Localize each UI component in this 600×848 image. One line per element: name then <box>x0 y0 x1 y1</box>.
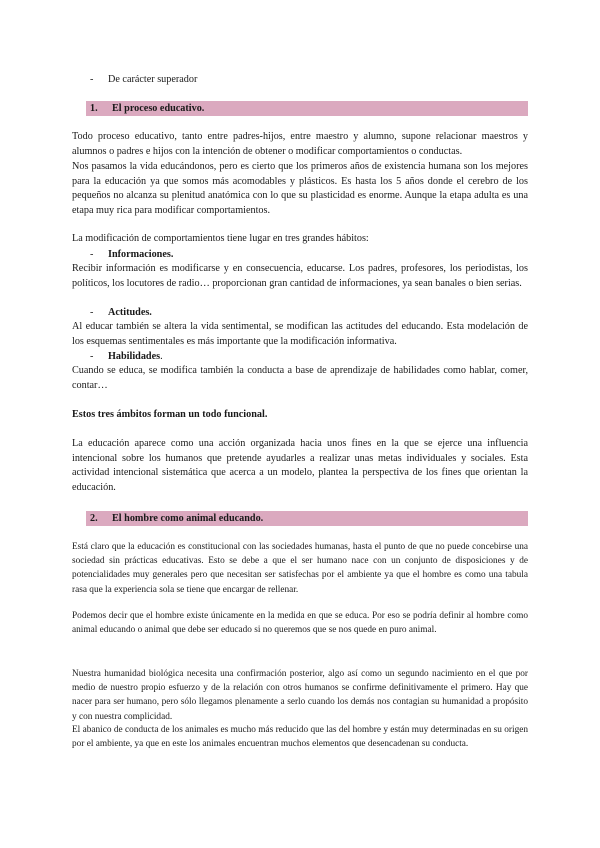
section-number: 1. <box>90 103 98 114</box>
bullet-label: Actitudes. <box>108 307 152 318</box>
bullet-text: De carácter superador <box>108 74 198 85</box>
bullet-dash: - <box>90 307 94 318</box>
bullet-label: Habilidades <box>108 351 161 362</box>
paragraph: Podemos decir que el hombre existe únicamente en la medida en que se educa. Por eso se podría definir al hombre como animal educando o animal que debe ser educado si no queremos que se nos quede en puro animal. <box>72 611 528 636</box>
paragraph: Al educar también se altera la vida sentimental, se modifican las actitudes del educando. Esta modelación de los esquemas sentimentales es más importante que la modificación informativa. <box>72 321 528 347</box>
paragraph: Todo proceso educativo, tanto entre padres-hijos, entre maestro y alumno, supone relacionar maestros y alumnos o padres e hijos con la intención de obtener o modificar comportamientos o conductas. <box>72 131 528 157</box>
bullet-dash: - <box>90 74 94 85</box>
paragraph: Nuestra humanidad biológica necesita una confirmación posterior, algo así como un segundo nacimiento en el que por medio de nuestro propio esfuerzo y de la relación con otros humanos se confirme definitivamente el primero. Hay que nacer para ser humano, pero sólo llegamos plenamente a serlo cuando los demás nos contagian su humanidad a propósito y con nuestra complicidad. <box>72 669 528 722</box>
section-title: El hombre como animal educando. <box>112 513 264 524</box>
paragraph: Recibir información es modificarse y en consecuencia, educarse. Los padres, profesores, los periodistas, los políticos, los locutores de radio… proporcionan gran cantidad de informaciones, ya sean banales o bien serias. <box>72 263 528 289</box>
section-number: 2. <box>90 513 98 524</box>
bullet-item <box>90 306 152 320</box>
section-heading-2 <box>86 511 528 526</box>
paragraph: El abanico de conducta de los animales es mucho más reducido que las del hombre y están muy determinadas en su origen por el ambiente, ya que en este los animales encuentran muchos elementos que desencadenan su conducta. <box>72 725 528 750</box>
section-title: El proceso educativo. <box>112 103 205 114</box>
bullet-dash: - <box>90 351 94 362</box>
bullet-dash: - <box>90 249 94 260</box>
bullet-item <box>90 248 173 262</box>
paragraph: La educación aparece como una acción organizada hacia unos fines en la que se ejerce una influencia intencional sobre los humanos que pretende ayudarles a realizar unas metas individuales y sociales. Esta actividad intencional sistemática que acerca a un modelo, plantea la perspectiva de los fines que orientan la educación. <box>72 438 528 493</box>
bullet-item <box>90 350 163 364</box>
bullet-item <box>90 73 197 87</box>
paragraph: Nos pasamos la vida educándonos, pero es cierto que los primeros años de existencia humana son los mejores para la educación ya que somos más acomodables y plásticos. Es hasta los 5 años donde el cerebro de los pequeños no alcanza su plenitud anatómica con lo que su plasticidad es enorme. Aunque la etapa adulta es una etapa muy rica para modificar comportamientos. <box>72 161 528 216</box>
paragraph: Cuando se educa, se modifica también la conducta a base de aprendizaje de habilidades como hablar, comer, contar… <box>72 365 528 391</box>
paragraph: La modificación de comportamientos tiene lugar en tres grandes hábitos: <box>72 233 369 244</box>
bold-statement: Estos tres ámbitos forman un todo funcional. <box>72 409 268 420</box>
paragraph: Está claro que la educación es constitucional con las sociedades humanas, hasta el punto de que no puede concebirse una sociedad sin prácticas educativas. Esto se debe a que el ser humano nace con un conjunto de disposiciones y de potencialidades muy generales pero que necesitan ser satisfechas por el ambiente ya que el hombre es como una tabula rasa que la experiencia sola se tiene que encargar de rellenar. <box>72 542 528 595</box>
section-heading-1 <box>86 101 528 116</box>
bullet-suffix: . <box>160 351 163 362</box>
bullet-label: Informaciones. <box>108 249 174 260</box>
